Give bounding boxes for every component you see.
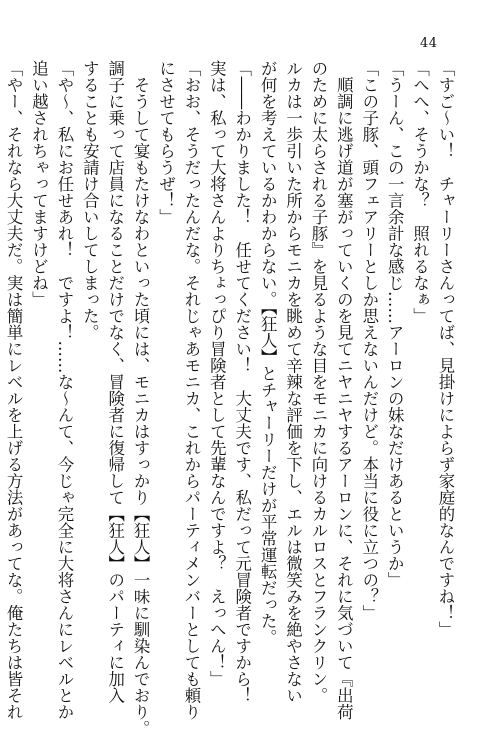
text-line: 「すご〜い！ チャーリーさんってば、見掛けによらず家庭的なんですね！」 (436, 60, 455, 638)
text-line: そうして宴もたけなわといった頃には、モニカはすっかり【狂人】一味に馴染んでおり。 (131, 60, 151, 737)
text-line: 「やー、それなら大丈夫だ。実は簡単にレベルを上げる方法があってな。俺たちは皆それ (4, 60, 24, 720)
text-line: 「へへ、そうかな？ 照れるなぁ」 (410, 60, 430, 324)
text-line: のために太らされる子豚』を見るような目をモニカに向けるカルロスとフランクリン。 (308, 60, 328, 704)
page-number: 44 (420, 36, 438, 51)
text-line: ルカは一歩引いた所からモニカを眺めて辛辣な評価を下し、エルは微笑みを絶やさない (283, 60, 303, 704)
text-line: 「この子豚、頭フェアリーとしか思えないんだけど。本当に役に立つの？」 (359, 60, 379, 621)
novel-text-block (4, 60, 458, 737)
text-line: 追い越されちゃってますけどね」 (29, 60, 49, 308)
text-line: 順調に逃げ道が塞がっていくのを見てニヤニヤするアーロンに、それに気づいて『出荷 (334, 60, 354, 720)
text-line: が何を考えているかわからない。【狂人】とチャーリーだけが平常運転だった。 (258, 60, 278, 646)
text-line: 「うーん、この一言余計な感じ……アーロンの妹なだけあるというか」 (385, 60, 405, 588)
text-line: することも安請け合いしてしまった。 (80, 60, 100, 341)
text-line: 「や〜、私にお任せあれ！ ですよ！……な〜んて、今じゃ完全に大将さんにレベルとか (54, 60, 74, 720)
text-line: にさせてもらうぜ！」 (156, 60, 176, 225)
text-line: 「――わかりました！ 任せてください！ 大丈夫です、私だって元冒険者ですから！ (232, 60, 252, 704)
text-line: 実は、私って大将さんよりちょっぴり冒険者として先輩なんですよ？ えっへん！」 (207, 60, 227, 687)
text-line: 調子に乗って店員になることだけでなく、冒険者に復帰して【狂人】のパーティに加入 (105, 60, 125, 704)
text-line: 「おお、そうだったんだな。それじゃあモニカ、これからパーティメンバーとしても頼り (181, 60, 201, 720)
